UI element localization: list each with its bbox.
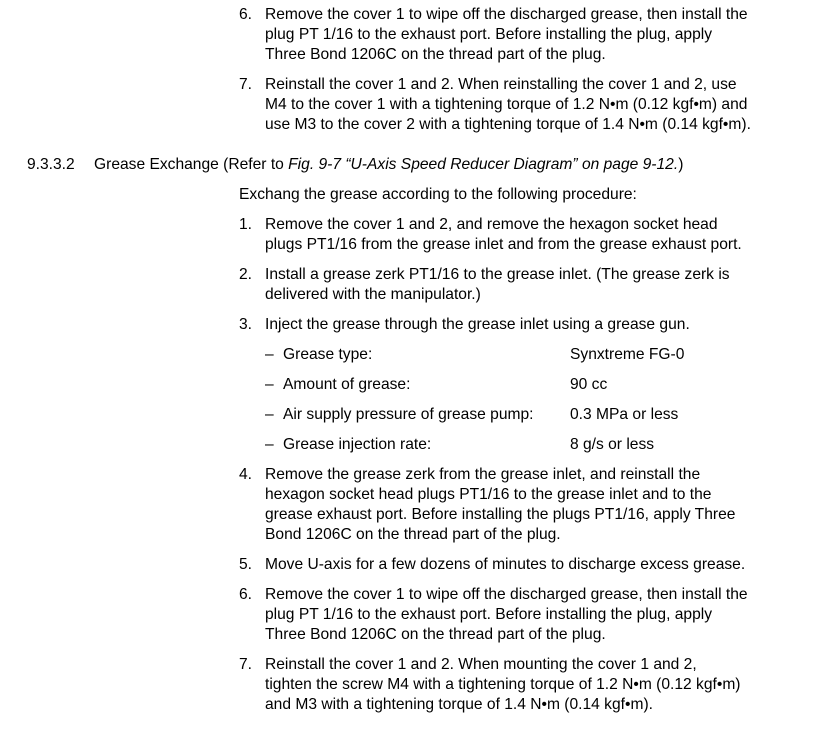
step-text-line: Three Bond 1206C on the thread part of the plug. xyxy=(265,46,606,63)
step-number: 1. xyxy=(239,216,253,233)
figure-reference-link[interactable]: Fig. 9-7 “U-Axis Speed Reducer Diagram” on page 9-12. xyxy=(288,156,679,173)
param-label: Grease injection rate: xyxy=(283,436,432,453)
param-value: 8 g/s or less xyxy=(570,436,655,453)
step-text-line: delivered with the manipulator.) xyxy=(265,286,481,303)
param-value: Synxtreme FG-0 xyxy=(570,346,685,363)
step-text-line: tighten the screw M4 with a tightening torque of 1.2 N•m (0.12 kgf•m) xyxy=(265,676,741,693)
param-value: 0.3 MPa or less xyxy=(570,406,679,423)
step-text-line: plug PT 1/16 to the exhaust port. Before installing the plug, apply xyxy=(265,606,713,623)
step-number: 4. xyxy=(239,466,253,483)
step-text-line: use M3 to the cover 2 with a tightening torque of 1.4 N•m (0.14 kgf•m). xyxy=(265,116,751,133)
section-title xyxy=(94,155,683,175)
step-text-line: Remove the cover 1 to wipe off the discharged grease, then install the xyxy=(265,6,748,23)
step-text-line: Inject the grease through the grease inlet using a grease gun. xyxy=(265,316,690,333)
step-number: 3. xyxy=(239,316,253,333)
step-number: 7. xyxy=(239,76,253,93)
section-number: 9.3.3.2 xyxy=(27,156,75,173)
step-number: 6. xyxy=(239,586,253,603)
section-title-suffix: ) xyxy=(678,156,684,173)
step-text-line: Move U-axis for a few dozens of minutes to discharge excess grease. xyxy=(265,556,746,573)
step-number: 5. xyxy=(239,556,253,573)
step-text-line: plug PT 1/16 to the exhaust port. Before installing the plug, apply xyxy=(265,26,713,43)
step-text-line: and M3 with a tightening torque of 1.4 N•m (0.14 kgf•m). xyxy=(265,696,653,713)
step-number: 2. xyxy=(239,266,253,283)
section-title-prefix: Grease Exchange (Refer to xyxy=(94,156,289,173)
param-label: Grease type: xyxy=(283,346,373,363)
step-text-line: hexagon socket head plugs PT1/16 to the grease inlet and to the xyxy=(265,486,712,503)
step-text-line: Reinstall the cover 1 and 2. When reinstalling the cover 1 and 2, use xyxy=(265,76,737,93)
step-text-line: grease exhaust port. Before installing the plugs PT1/16, apply Three xyxy=(265,506,736,523)
dash-bullet: – xyxy=(265,436,274,453)
step-text-line: Remove the cover 1 and 2, and remove the hexagon socket head xyxy=(265,216,718,233)
dash-bullet: – xyxy=(265,376,274,393)
param-label: Amount of grease: xyxy=(283,376,411,393)
dash-bullet: – xyxy=(265,346,274,363)
step-text-line: Reinstall the cover 1 and 2. When mounting the cover 1 and 2, xyxy=(265,656,697,673)
step-text-line: Three Bond 1206C on the thread part of the plug. xyxy=(265,626,606,643)
step-text-line: Install a grease zerk PT1/16 to the grease inlet. (The grease zerk is xyxy=(265,266,730,283)
step-text-line: Remove the grease zerk from the grease inlet, and reinstall the xyxy=(265,466,701,483)
step-number: 6. xyxy=(239,6,253,23)
step-text-line: Remove the cover 1 to wipe off the discharged grease, then install the xyxy=(265,586,748,603)
step-number: 7. xyxy=(239,656,253,673)
dash-bullet: – xyxy=(265,406,274,423)
step-text-line: plugs PT1/16 from the grease inlet and from the grease exhaust port. xyxy=(265,236,742,253)
step-text-line: Bond 1206C on the thread part of the plug. xyxy=(265,526,561,543)
procedure-intro: Exchang the grease according to the following procedure: xyxy=(239,186,637,203)
param-label: Air supply pressure of grease pump: xyxy=(283,406,534,423)
step-text-line: M4 to the cover 1 with a tightening torque of 1.2 N•m (0.12 kgf•m) and xyxy=(265,96,748,113)
param-value: 90 cc xyxy=(570,376,608,393)
